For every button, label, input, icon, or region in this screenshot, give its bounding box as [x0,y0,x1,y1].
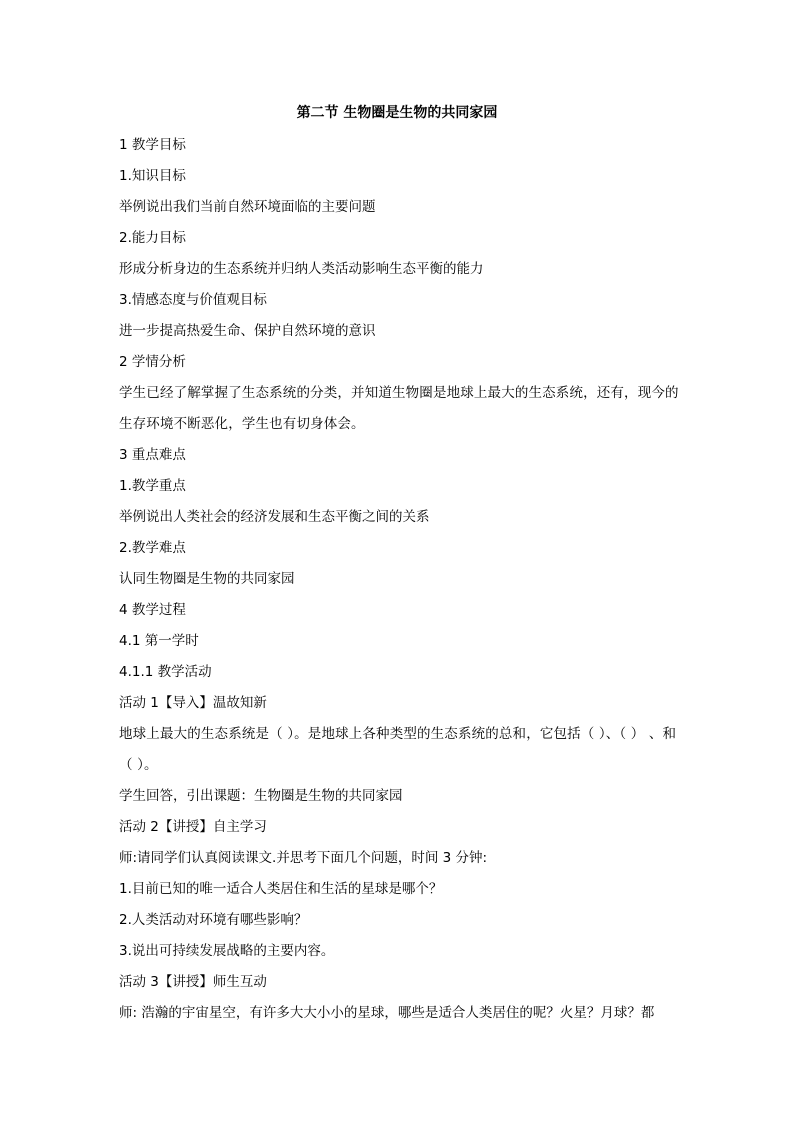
text-teaching-difficulty: 认同生物圈是生物的共同家园 [119,571,295,587]
heading-teaching-goals: 1 教学目标 [119,137,186,153]
heading-teaching-activities: 4.1.1 教学活动 [119,664,212,680]
paragraph-student-analysis: 学生已经了解掌握了生态系统的分类，并知道生物圈是地球上最大的生态系统，还有，现今的生存环境不断恶化，学生也有切身体会。 [119,385,679,432]
heading-activity-3: 活动 3【讲授】师生互动 [119,974,267,990]
text-knowledge-goal: 举例说出我们当前自然环境面临的主要问题 [119,199,376,215]
question-3: 3.说出可持续发展战略的主要内容。 [119,943,335,959]
heading-ability-goal: 2.能力目标 [119,230,186,246]
heading-teaching-focus: 1.教学重点 [119,478,186,494]
heading-student-analysis: 2 学情分析 [119,354,186,370]
text-teacher-dialogue: 师: 浩瀚的宇宙星空，有许多大大小小的星球，哪些是适合人类居住的呢？火星？月球？都 [119,1005,655,1021]
question-2: 2.人类活动对环境有哪些影响？ [119,912,308,928]
heading-first-lesson: 4.1 第一学时 [119,633,199,649]
text-teaching-focus: 举例说出人类社会的经济发展和生态平衡之间的关系 [119,509,430,525]
text-student-answer: 学生回答，引出课题：生物圈是生物的共同家园 [119,788,403,804]
text-teacher-instruction: 师:请同学们认真阅读课文.并思考下面几个问题，时间 3 分钟: [119,850,488,866]
heading-attitude-goal: 3.情感态度与价值观目标 [119,292,267,308]
question-1: 1.目前已知的唯一适合人类居住和生活的星球是哪个？ [119,881,443,897]
heading-activity-2: 活动 2【讲授】自主学习 [119,819,267,835]
text-attitude-goal: 进一步提高热爱生命、保护自然环境的意识 [119,323,376,339]
text-ability-goal: 形成分析身边的生态系统并归纳人类活动影响生态平衡的能力 [119,261,484,277]
heading-teaching-process: 4 教学过程 [119,602,186,618]
document-body [119,130,679,1029]
heading-key-points: 3 重点难点 [119,447,186,463]
heading-activity-1: 活动 1【导入】温故知新 [119,695,267,711]
document-title: 第二节 生物圈是生物的共同家园 [296,105,498,121]
paragraph-review-question: 地球上最大的生态系统是（ ）。是地球上各种类型的生态系统的总和，它包括（ ）、（ ） 、和（ ）。 [119,726,677,773]
heading-knowledge-goal: 1.知识目标 [119,168,186,184]
heading-teaching-difficulty: 2.教学难点 [119,540,186,556]
